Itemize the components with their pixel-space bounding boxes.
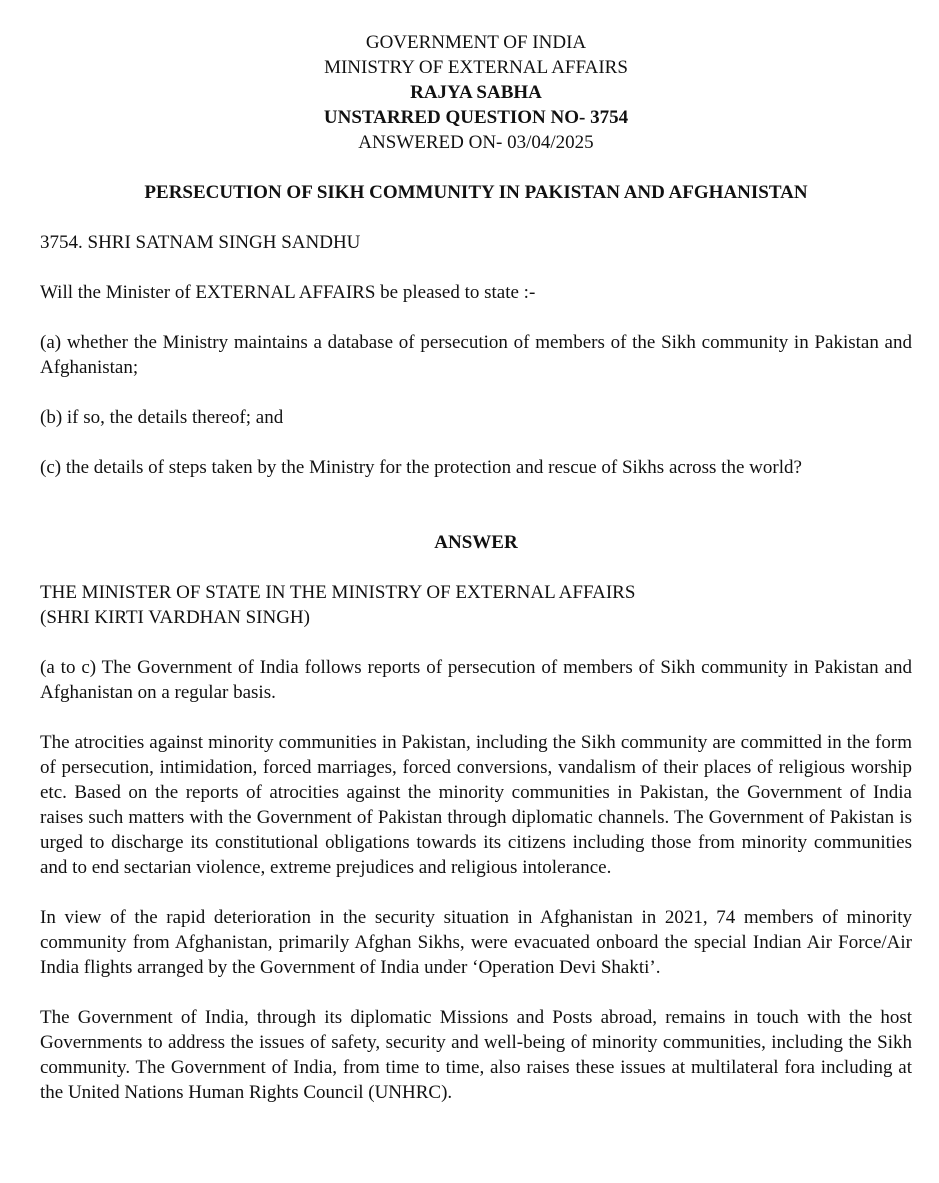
question-member: 3754. SHRI SATNAM SINGH SANDHU [40,232,361,253]
document-page [40,30,912,1105]
answer-paragraph: In view of the rapid deterioration in the security situation in Afghanistan in 2021, 74 members of minority community from Afghanistan, primarily Afghan Sikhs, were evacuated onboard the special Indian Air Force/Air India flights arranged by the Government of India under ‘Operation Devi Shakti’. [40,907,912,978]
answer-paragraph: The atrocities against minority communities in Pakistan, including the Sikh community are committed in the form of persecution, intimidation, forced marriages, forced conversions, vandalism of their places of religious worship etc. Based on the reports of atrocities against the minority communities in Pakistan, the Government of India raises such matters with the Government of Pakistan through diplomatic channels. The Government of Pakistan is urged to discharge its constitutional obligations towards its citizens including those from minority communities and to end sectarian violence, extreme prejudices and religious intolerance. [40,732,912,878]
answer-paragraph: The Government of India, through its diplomatic Missions and Posts abroad, remains in touch with the host Governments to address the issues of safety, security and well-being of minority communities, including the Sikh community. The Government of India, from time to time, also raises these issues at multilateral fora including at the United Nations Human Rights Council (UNHRC). [40,1007,912,1103]
government-line: GOVERNMENT OF INDIA [365,32,587,53]
answer-heading: ANSWER [434,532,518,553]
minister-title: THE MINISTER OF STATE IN THE MINISTRY OF EXTERNAL AFFAIRS [40,582,636,603]
minister-name: (SHRI KIRTI VARDHAN SINGH) [40,607,310,628]
question-intro: Will the Minister of EXTERNAL AFFAIRS be pleased to state :- [40,282,536,303]
answered-on-line: ANSWERED ON- 03/04/2025 [358,132,594,153]
house-line: RAJYA SABHA [410,82,542,103]
document-header [40,30,912,155]
minister-block [40,580,912,630]
question-part-b: (b) if so, the details thereof; and [40,407,284,428]
document-title: PERSECUTION OF SIKH COMMUNITY IN PAKISTAN AND AFGHANISTAN [144,182,808,203]
question-part-c: (c) the details of steps taken by the Ministry for the protection and rescue of Sikhs across the world? [40,457,802,478]
ministry-line: MINISTRY OF EXTERNAL AFFAIRS [324,57,628,78]
question-part-a: (a) whether the Ministry maintains a database of persecution of members of the Sikh community in Pakistan and Afghanistan; [40,332,912,378]
answer-paragraph: (a to c) The Government of India follows reports of persecution of members of Sikh community in Pakistan and Afghanistan on a regular basis. [40,657,912,703]
question-number-line: UNSTARRED QUESTION NO- 3754 [323,107,629,128]
